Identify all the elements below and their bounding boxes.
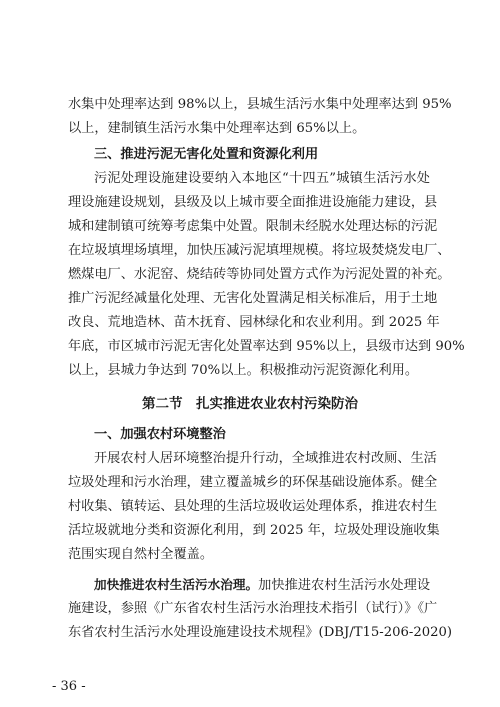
paragraph-line: 垃圾处理和污水治理，建立覆盖城乡的环保基础设施体系。健全 <box>68 475 438 490</box>
paragraph-line: 污泥处理设施建设要纳入本地区“十四五”城镇生活污水处 <box>94 171 430 186</box>
paragraph-lead: 加快推进农村生活污水治理。 <box>94 577 259 592</box>
paragraph-line: 以上，建制镇生活污水集中处理率达到 65%以上。 <box>68 121 366 136</box>
paragraph-line <box>94 573 430 597</box>
paragraph-line: 施建设，参照《广东省农村生活污水治理技术指引（试行）》《广 <box>68 601 438 616</box>
paragraph-line: 范围实现自然村全覆盖。 <box>68 547 214 562</box>
subheading: 三、推进污泥无害化处置和资源化利用 <box>94 147 319 162</box>
paragraph-text: 加快推进农村生活污水处理设 <box>258 578 431 593</box>
paragraph-line: 理设施建设规划，县级及以上城市要全面推进设施能力建设，县 <box>68 195 438 210</box>
paragraph-line: 城和建制镇可统筹考虑集中处置。限制未经脱水处理达标的污泥 <box>68 219 438 234</box>
paragraph-line: 燃煤电厂、水泥窑、烧结砖等协同处置方式作为污泥处置的补充。 <box>68 267 451 282</box>
paragraph-line: 水集中处理率达到 98%以上，县城生活污水集中处理率达到 95% <box>68 97 452 112</box>
paragraph-line: 开展农村人居环境整治提升行动，全域推进农村改厕、生活 <box>94 451 437 466</box>
paragraph-line: 年底，市区城市污泥无害化处置率达到 95%以上，县级市达到 90% <box>68 339 465 354</box>
paragraph-line: 东省农村生活污水处理设施建设技术规程》(DBJ/T15-206-2020) <box>68 625 453 640</box>
subheading: 一、加强农村环境整治 <box>94 427 226 442</box>
paragraph-line: 村收集、镇转运、县处理的生活垃圾收运处理体系，推进农村生 <box>68 499 438 514</box>
paragraph-line: 在垃圾填埋场填埋，加快压减污泥填埋规模。将垃圾焚烧发电厂、 <box>68 243 451 258</box>
paragraph-line: 推广污泥经减量化处理、无害化处置满足相关标准后，用于土地 <box>68 291 438 306</box>
paragraph-line: 以上，县城力争达到 70%以上。积极推动污泥资源化利用。 <box>68 363 419 378</box>
paragraph-line: 活垃圾就地分类和资源化利用，到 2025 年，垃圾处理设施收集 <box>68 523 440 538</box>
page-number: - 36 - <box>52 679 86 694</box>
paragraph-line: 改良、荒地造林、苗木抚育、园林绿化和农业利用。到 2025 年 <box>68 315 440 330</box>
section-title: 第二节 扎实推进农业农村污染防治 <box>142 396 358 412</box>
